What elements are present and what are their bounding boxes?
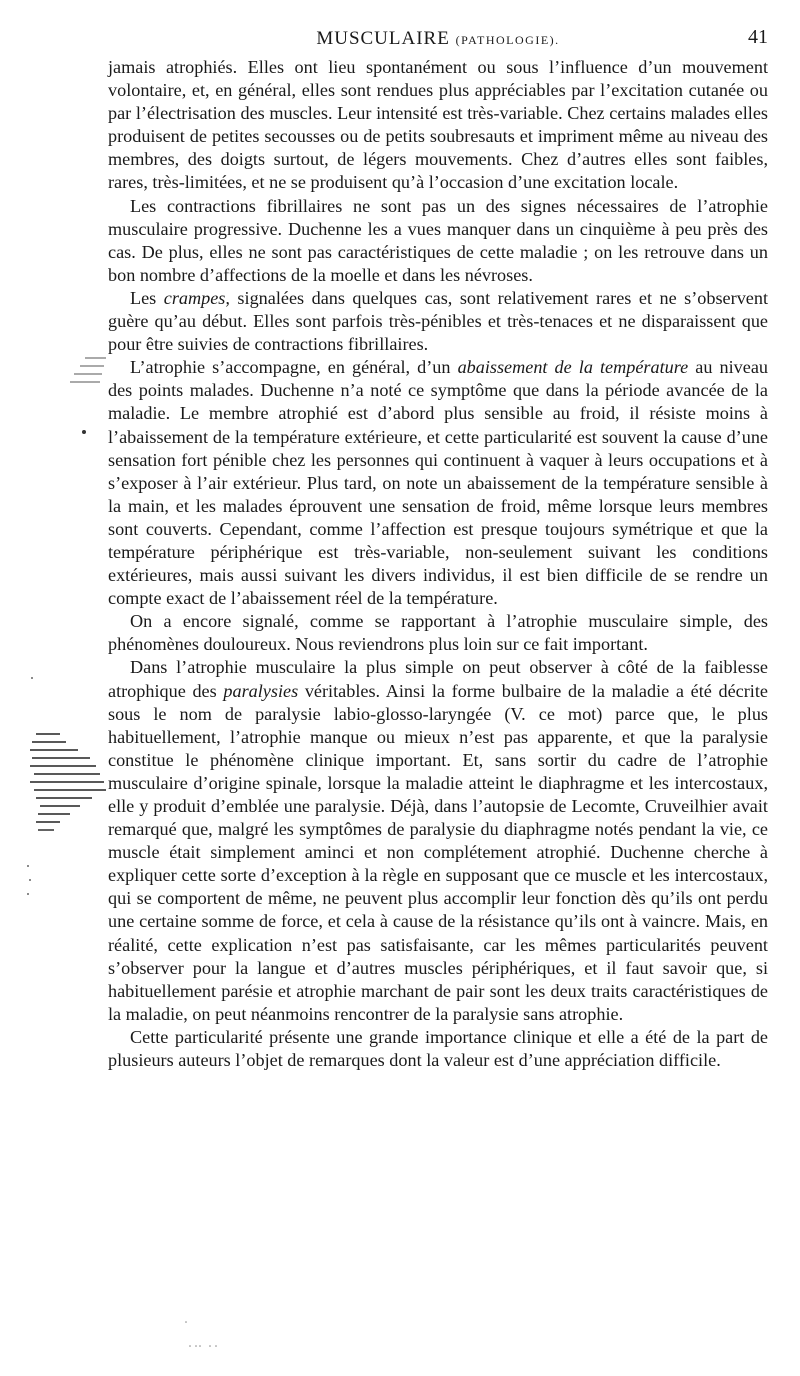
- paragraph: [108, 287, 768, 356]
- paragraph: [108, 656, 768, 1026]
- italic-term: paralysies: [223, 680, 299, 701]
- italic-term: abaissement de la température: [457, 357, 689, 378]
- text-segment: Dans l’atrophie musculaire la plus simple on peut observer à côté de la faiblesse atrophique des: [108, 657, 768, 701]
- page-header: [108, 22, 768, 52]
- text-segment: jamais atrophiés. Elles ont lieu spontanément ou sous l’influence d’un mouvement volontaire, et, en général, elles sont rendues plus appréciables par l’excitation cutanée ou par l’électrisation des muscles. Leur intensité est très-variable. Chez certains malades elles produisent de petites secousses ou de petits soubresauts et impriment même au niveau des membres, des doigts surtout, de légers mouvements. Chez d’autres elles sont faibles, rares, très-limitées, et ne se produisent qu’à l’occasion d’une excitation locale.: [108, 57, 768, 193]
- italic-term: crampes,: [163, 287, 230, 308]
- paragraph: [108, 195, 768, 287]
- text-segment: au niveau des points malades. Duchenne n’a noté ce symptôme que dans la période avancée de la maladie. Le membre atrophié est d’abord plus sensible au froid, il résiste moins à l’abaissement de la température extérieure, et cette particularité est souvent la cause d’une sensation fort pénible chez les personnes qui continuent à vaquer à leurs occupations et à s’exposer à l’air extérieur. Plus tard, on note un abaissement de la température sensible à la main, et les malades éprouvent une sensation de froid, même lorsque leurs membres sont couverts. Cependant, comme l’affection est presque toujours symétrique et que la température périphérique est très-variable, non-seulement suivant les conditions extérieures, mais aussi suivant les divers individus, il est bien difficile de se rendre un compte exact de l’abaissement réel de la température.: [108, 357, 768, 609]
- text-segment: véritables. Ainsi la forme bulbaire de la maladie a été décrite sous le nom de paralysie labio-glosso-laryngée (V. ce mot) parce que, le plus habituellement, l’atrophie manque ou mieux n’est pas apparente, et que la paralysie constitue le phénomène clinique important. Et, sans sortir du cadre de l’atrophie musculaire d’origine spinale, lorsque la maladie atteint le diaphragme et les intercostaux, elle y produit d’emblée une paralysie. Déjà, dans l’autopsie de Lecomte, Cruveilhier avait remarqué que, malgré les symptômes de paralysie du diaphragme notés pendant la vie, ce muscle était simplement aminci et non complétement atrophié. Duchenne cherche à expliquer cette sorte d’exception à la règle en supposant que ce muscle et les intercostaux, qui se comportent de même, ne peuvent plus accomplir leur fonction dès qu’ils ont perdu une certaine somme de force, et cela à cause de la résistance qu’ils ont à vaincre. Mais, en réalité, cette explication n’est pas satisfaisante, car les mêmes particularités peuvent s’observer pour la langue et d’autres muscles périphériques, et il faut savoir que, si habituellement parésie et atrophie marchant de pair sont les deux traits caractéristiques de la maladie, on peut néanmoins rencontrer de la paralysie sans atrophie.: [108, 680, 768, 1024]
- running-title-sub: (PATHOLOGIE).: [455, 33, 560, 47]
- text-segment: On a encore signalé, comme se rapportant à l’atrophie musculaire simple, des phénomènes douloureux. Nous reviendrons plus loin sur ce fait important.: [108, 611, 768, 655]
- text-segment: Les: [130, 287, 164, 308]
- paragraph: [108, 56, 768, 195]
- page-specks: [180, 1316, 240, 1356]
- margin-ink-marks: [0, 0, 110, 1376]
- running-title: [108, 28, 768, 50]
- text-segment: L’atrophie s’accompagne, en général, d’un: [130, 357, 458, 378]
- text-segment: Les contractions fibrillaires ne sont pas un des signes nécessaires de l’atrophie musculaire progressive. Duchenne les a vues manquer dans un cinquième à peu près des cas. De plus, elles ne sont pas caractéristiques de cette maladie ; on les retrouve dans un bon nombre d’affections de la moelle et dans les névroses.: [108, 195, 768, 285]
- paragraph: [108, 610, 768, 656]
- body-text: [108, 56, 768, 1072]
- text-segment: signalées dans quelques cas, sont relativement rares et ne s’observent guère qu’au début. Elles sont parfois très-pénibles et très-tenaces et ne disparaissent que pour être suivies de contractions fibrillaires.: [108, 287, 769, 355]
- paragraph: [108, 1026, 768, 1072]
- text-segment: Cette particularité présente une grande importance clinique et elle a été de la part de plusieurs auteurs l’objet de remarques dont la valeur est d’une appréciation difficile.: [108, 1026, 768, 1071]
- paragraph: [108, 356, 768, 610]
- running-title-main: MUSCULAIRE: [316, 28, 450, 49]
- page-number: 41: [748, 26, 768, 48]
